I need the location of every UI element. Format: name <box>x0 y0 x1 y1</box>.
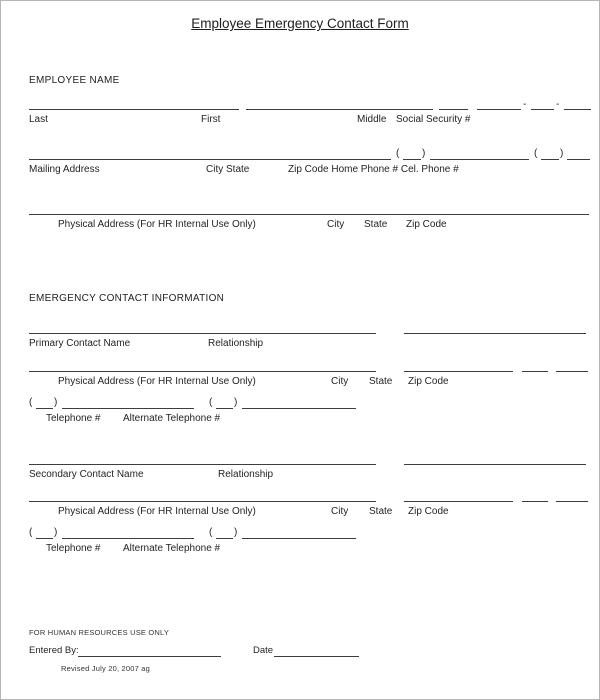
ssn-label: Social Security # <box>396 114 471 125</box>
physical-address-label: Physical Address (For HR Internal Use Only) <box>58 219 256 230</box>
secondary-alt-phone-paren-close: ) <box>234 527 238 538</box>
secondary-alt-phone-paren-open: ( <box>209 527 213 538</box>
secondary-contact-name-field[interactable] <box>29 464 376 465</box>
revision-note: Revised July 20, 2007 ag <box>61 664 151 673</box>
last-label: Last <box>29 114 48 125</box>
secondary-phone-paren-close: ) <box>54 527 58 538</box>
secondary-alt-telephone-label: Alternate Telephone # <box>123 543 221 554</box>
secondary-relationship-field[interactable] <box>404 464 586 465</box>
primary-alt-telephone-label: Alternate Telephone # <box>123 413 221 424</box>
entered-by-field[interactable] <box>78 656 221 657</box>
cel-phone-area-field[interactable] <box>541 159 559 160</box>
zip-code-label: Zip Code <box>406 219 447 230</box>
ssn-hyphen: - <box>523 99 527 110</box>
secondary-city-label: City <box>331 506 349 517</box>
cel-phone-paren-close: ) <box>560 148 564 159</box>
home-phone-paren-open: ( <box>396 148 400 159</box>
first-label: First <box>201 114 221 125</box>
secondary-physical-address-label: Physical Address (For HR Internal Use Only) <box>58 506 256 517</box>
primary-state-label: State <box>369 376 393 387</box>
form-title: Employee Emergency Contact Form <box>191 16 409 31</box>
primary-contact-name-field[interactable] <box>29 333 376 334</box>
primary-phone-number-field[interactable] <box>62 408 194 409</box>
city-label: City <box>327 219 345 230</box>
date-label: Date <box>253 645 274 656</box>
primary-relationship-label: Relationship <box>208 338 264 349</box>
primary-city-label: City <box>331 376 349 387</box>
secondary-zip-label: Zip Code <box>408 506 449 517</box>
secondary-phone-area-field[interactable] <box>36 538 53 539</box>
employee-physical-address-field[interactable] <box>29 214 589 215</box>
primary-alt-phone-paren-open: ( <box>209 397 213 408</box>
last-name-field[interactable] <box>29 109 239 110</box>
primary-zip-label: Zip Code <box>408 376 449 387</box>
secondary-phone-paren-open: ( <box>29 527 33 538</box>
primary-relationship-field[interactable] <box>404 333 586 334</box>
middle-label: Middle <box>357 114 387 125</box>
home-phone-number-field[interactable] <box>430 159 529 160</box>
primary-alt-phone-number-field[interactable] <box>242 408 356 409</box>
date-field[interactable] <box>274 656 359 657</box>
home-phone-paren-close: ) <box>422 148 426 159</box>
secondary-physical-address-field[interactable] <box>29 501 376 502</box>
cel-phone-paren-open: ( <box>534 148 538 159</box>
secondary-zip-field[interactable] <box>556 501 588 502</box>
state-label: State <box>364 219 388 230</box>
primary-telephone-label: Telephone # <box>46 413 101 424</box>
secondary-contact-name-label: Secondary Contact Name <box>29 469 144 480</box>
ssn-serial-field[interactable] <box>564 109 591 110</box>
ssn-hyphen: - <box>556 99 560 110</box>
emergency-contact-section-header: EMERGENCY CONTACT INFORMATION <box>29 293 225 304</box>
primary-phone-area-field[interactable] <box>36 408 53 409</box>
zip-home-cel-label: Zip Code Home Phone # Cel. Phone # <box>288 164 459 175</box>
secondary-state-field[interactable] <box>522 501 548 502</box>
secondary-telephone-label: Telephone # <box>46 543 101 554</box>
mailing-address-field[interactable] <box>29 159 391 160</box>
secondary-alt-phone-area-field[interactable] <box>216 538 233 539</box>
home-phone-area-field[interactable] <box>403 159 421 160</box>
primary-physical-address-label: Physical Address (For HR Internal Use Only) <box>58 376 256 387</box>
mailing-address-label: Mailing Address <box>29 164 100 175</box>
ssn-group-field[interactable] <box>531 109 554 110</box>
secondary-alt-phone-number-field[interactable] <box>242 538 356 539</box>
primary-city-field[interactable] <box>404 371 513 372</box>
primary-alt-phone-area-field[interactable] <box>216 408 233 409</box>
primary-zip-field[interactable] <box>556 371 588 372</box>
employee-name-section-header: EMPLOYEE NAME <box>29 75 120 86</box>
primary-alt-phone-paren-close: ) <box>234 397 238 408</box>
primary-phone-paren-open: ( <box>29 397 33 408</box>
first-middle-name-field[interactable] <box>246 109 433 110</box>
primary-physical-address-field[interactable] <box>29 371 376 372</box>
secondary-city-field[interactable] <box>404 501 513 502</box>
entered-by-label: Entered By: <box>29 645 79 656</box>
cel-phone-number-field[interactable] <box>567 159 590 160</box>
primary-contact-name-label: Primary Contact Name <box>29 338 131 349</box>
ssn-area-field[interactable] <box>477 109 521 110</box>
city-state-label: City State <box>206 164 250 175</box>
primary-state-field[interactable] <box>522 371 548 372</box>
hr-use-only-header: FOR HUMAN RESOURCES USE ONLY <box>29 628 170 637</box>
primary-phone-paren-close: ) <box>54 397 58 408</box>
secondary-state-label: State <box>369 506 393 517</box>
ssn-prefix-field[interactable] <box>439 109 468 110</box>
secondary-phone-number-field[interactable] <box>62 538 194 539</box>
secondary-relationship-label: Relationship <box>218 469 274 480</box>
